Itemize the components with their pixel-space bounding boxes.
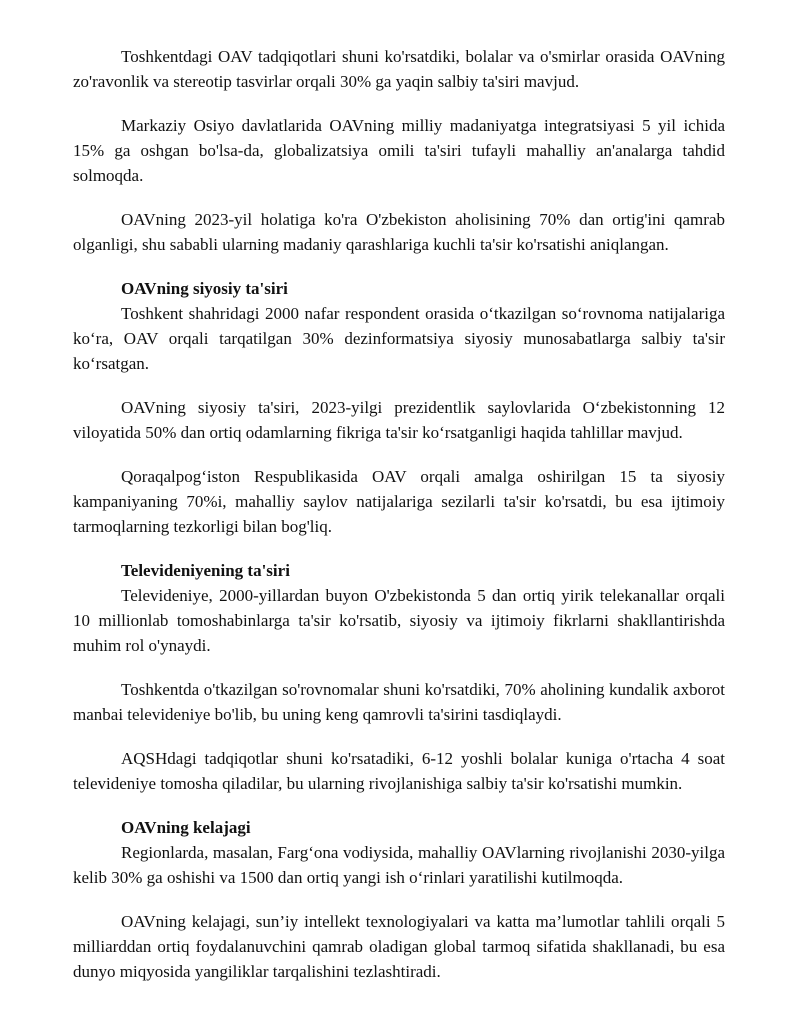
paragraph-spacer	[73, 188, 725, 207]
paragraph: Markaziy Osiyo davlatlarida OAVning milliy madaniyatga integratsiyasi 5 yil ichida 15% ga oshgan bo'lsa-da, globalizatsiya omili ta'siri tufayli mahalliy an'analarga tahdid solmoqda.	[73, 116, 725, 185]
section-heading-political-impact: OAVning siyosiy ta'siri	[121, 279, 288, 298]
paragraph-spacer	[73, 890, 725, 909]
document-page	[73, 44, 725, 984]
paragraph: Qoraqalpog‘iston Respublikasida OAV orqali amalga oshirilgan 15 ta siyosiy kampaniyaning 70%i, mahalliy saylov natijalariga sezilarli ta'sir ko'rsatdi, bu esa ijtimoiy tarmoqlarning tezkorligi bilan bog'liq.	[73, 467, 725, 536]
paragraph-spacer	[73, 94, 725, 113]
section-heading-future: OAVning kelajagi	[121, 818, 251, 837]
paragraph: OAVning 2023-yil holatiga ko'ra O'zbekiston aholisining 70% dan ortig'ini qamrab olganligi, shu sababli ularning madaniy qarashlariga kuchli ta'sir ko'rsatishi aniqlangan.	[73, 210, 725, 254]
paragraph: AQSHdagi tadqiqotlar shuni ko'rsatadiki, 6-12 yoshli bolalar kuniga o'rtacha 4 soat televideniye tomosha qiladilar, bu ularning rivojlanishiga salbiy ta'sir ko'rsatishi mumkin.	[73, 749, 725, 793]
paragraph: Toshkentda o'tkazilgan so'rovnomalar shuni ko'rsatdiki, 70% aholining kundalik axborot manbai televideniye bo'lib, bu uning keng qamrovli ta'sirini tasdiqlaydi.	[73, 680, 725, 724]
paragraph: Toshkentdagi OAV tadqiqotlari shuni ko'rsatdiki, bolalar va o'smirlar orasida OAVning zo'ravonlik va stereotip tasvirlar orqali 30% ga yaqin salbiy ta'siri mavjud.	[73, 47, 725, 91]
paragraph: Toshkent shahridagi 2000 nafar respondent orasida o‘tkazilgan so‘rovnoma natijalariga ko‘ra, OAV orqali tarqatilgan 30% dezinformatsiya siyosiy munosabatlarga salbiy ta'sir ko‘rsatgan.	[73, 304, 725, 373]
paragraph-spacer	[73, 727, 725, 746]
paragraph-spacer	[73, 376, 725, 395]
paragraph-spacer	[73, 658, 725, 677]
paragraph-spacer	[73, 257, 725, 276]
paragraph-spacer	[73, 445, 725, 464]
paragraph: OAVning siyosiy ta'siri, 2023-yilgi prezidentlik saylovlarida O‘zbekistonning 12 viloyatida 50% dan ortiq odamlarning fikriga ta'sir ko‘rsatganligi haqida tahlillar mavjud.	[73, 398, 725, 442]
paragraph: Regionlarda, masalan, Farg‘ona vodiysida, mahalliy OAVlarning rivojlanishi 2030-yilga kelib 30% ga oshishi va 1500 dan ortiq yangi ish o‘rinlari yaratilishi kutilmoqda.	[73, 843, 725, 887]
paragraph: Televideniye, 2000-yillardan buyon O'zbekistonda 5 dan ortiq yirik telekanallar orqali 10 millionlab tomoshabinlarga ta'sir ko'rsatib, siyosiy va ijtimoiy fikrlarni shakllantirishda muhim rol o'ynaydi.	[73, 586, 725, 655]
paragraph: OAVning kelajagi, sun’iy intellekt texnologiyalari va katta ma’lumotlar tahlili orqali 5 milliarddan ortiq foydalanuvchini qamrab oladigan global tarmoq sifatida shakllanadi, bu esa dunyo miqyosida yangiliklar tarqalishini tezlashtiradi.	[73, 912, 725, 981]
section-heading-television-impact: Televideniyening ta'siri	[121, 561, 290, 580]
paragraph-spacer	[73, 539, 725, 558]
paragraph-spacer	[73, 796, 725, 815]
